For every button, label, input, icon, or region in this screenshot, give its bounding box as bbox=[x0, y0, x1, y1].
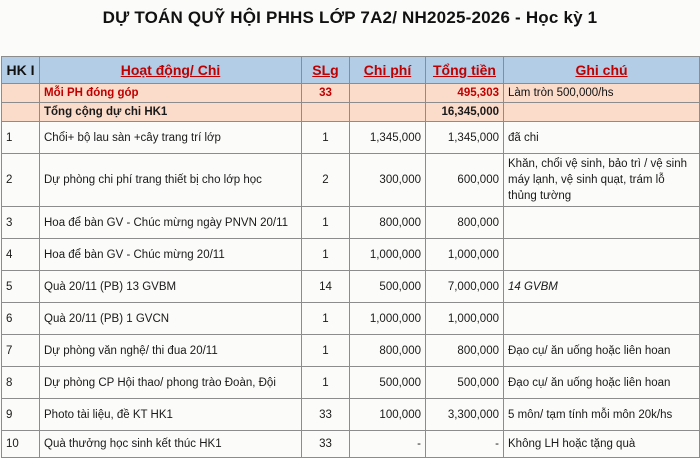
row-number: 3 bbox=[2, 207, 40, 239]
header-hk: HK I bbox=[2, 57, 40, 84]
row-note bbox=[504, 239, 700, 271]
row-qty: 1 bbox=[302, 335, 350, 367]
table-row bbox=[2, 431, 700, 458]
row-note: đã chi bbox=[504, 122, 700, 154]
row-cost: 500,000 bbox=[350, 271, 426, 303]
grand-total-value: 16,345,000 bbox=[426, 103, 504, 122]
row-cost: 1,000,000 bbox=[350, 239, 426, 271]
row-activity: Dự phòng văn nghệ/ thi đua 20/11 bbox=[40, 335, 302, 367]
row-cost: 100,000 bbox=[350, 399, 426, 431]
row-qty: 1 bbox=[302, 303, 350, 335]
row-total: 800,000 bbox=[426, 335, 504, 367]
row-total: 3,300,000 bbox=[426, 399, 504, 431]
row-number: 6 bbox=[2, 303, 40, 335]
table-row bbox=[2, 303, 700, 335]
row-cost: 800,000 bbox=[350, 207, 426, 239]
header-activity: Hoạt động/ Chi bbox=[40, 57, 302, 84]
row-cost: 800,000 bbox=[350, 335, 426, 367]
row-activity: Quà 20/11 (PB) 1 GVCN bbox=[40, 303, 302, 335]
row-total: 600,000 bbox=[426, 154, 504, 207]
row-qty: 33 bbox=[302, 399, 350, 431]
contribution-note: Làm tròn 500,000/hs bbox=[504, 84, 700, 103]
row-note bbox=[504, 303, 700, 335]
header-note: Ghi chú bbox=[504, 57, 700, 84]
header-row bbox=[2, 57, 700, 84]
row-qty: 14 bbox=[302, 271, 350, 303]
row-qty: 2 bbox=[302, 154, 350, 207]
row-note: Khăn, chổi vệ sinh, bảo trì / vệ sinh máy lạnh, vệ sinh quạt, trám lỗ thủng tường bbox=[504, 154, 700, 207]
table-row bbox=[2, 399, 700, 431]
row-note: 14 GVBM bbox=[504, 271, 700, 303]
row-total: 800,000 bbox=[426, 207, 504, 239]
table-row bbox=[2, 271, 700, 303]
row-note: Đạo cụ/ ăn uống hoặc liên hoan bbox=[504, 367, 700, 399]
row-activity: Dự phòng chi phí trang thiết bị cho lớp học bbox=[40, 154, 302, 207]
table-cell bbox=[350, 84, 426, 103]
table-row bbox=[2, 154, 700, 207]
table-row bbox=[2, 122, 700, 154]
row-total: - bbox=[426, 431, 504, 458]
row-note bbox=[504, 207, 700, 239]
row-activity: Photo tài liệu, đề KT HK1 bbox=[40, 399, 302, 431]
table-cell bbox=[302, 103, 350, 122]
row-total: 500,000 bbox=[426, 367, 504, 399]
row-note: Không LH hoặc tặng quà bbox=[504, 431, 700, 458]
contribution-total: 495,303 bbox=[426, 84, 504, 103]
header-total: Tổng tiền bbox=[426, 57, 504, 84]
row-activity: Chổi+ bộ lau sàn +cây trang trí lớp bbox=[40, 122, 302, 154]
header-cost: Chi phí bbox=[350, 57, 426, 84]
row-cost: 1,000,000 bbox=[350, 303, 426, 335]
page-title: DỰ TOÁN QUỸ HỘI PHHS LỚP 7A2/ NH2025-2026 - Học kỳ 1 bbox=[102, 8, 598, 27]
row-number: 8 bbox=[2, 367, 40, 399]
table-row bbox=[2, 207, 700, 239]
row-number: 7 bbox=[2, 335, 40, 367]
row-cost: 300,000 bbox=[350, 154, 426, 207]
row-activity: Hoa để bàn GV - Chúc mừng 20/11 bbox=[40, 239, 302, 271]
row-total: 1,345,000 bbox=[426, 122, 504, 154]
budget-table bbox=[1, 56, 700, 458]
row-activity: Quà 20/11 (PB) 13 GVBM bbox=[40, 271, 302, 303]
contribution-label: Mỗi PH đóng góp bbox=[40, 84, 302, 103]
row-total: 1,000,000 bbox=[426, 303, 504, 335]
row-cost: 1,345,000 bbox=[350, 122, 426, 154]
table-row bbox=[2, 335, 700, 367]
row-number: 9 bbox=[2, 399, 40, 431]
table-cell bbox=[2, 84, 40, 103]
row-note: Đạo cụ/ ăn uống hoặc liên hoan bbox=[504, 335, 700, 367]
contribution-qty: 33 bbox=[302, 84, 350, 103]
row-total: 7,000,000 bbox=[426, 271, 504, 303]
row-number: 1 bbox=[2, 122, 40, 154]
table-cell bbox=[350, 103, 426, 122]
row-qty: 1 bbox=[302, 367, 350, 399]
header-qty: SLg bbox=[302, 57, 350, 84]
row-total: 1,000,000 bbox=[426, 239, 504, 271]
row-activity: Hoa để bàn GV - Chúc mừng ngày PNVN 20/11 bbox=[40, 207, 302, 239]
table-cell bbox=[504, 103, 700, 122]
row-number: 10 bbox=[2, 431, 40, 458]
table-row bbox=[2, 367, 700, 399]
grand-total-row bbox=[2, 103, 700, 122]
row-cost: - bbox=[350, 431, 426, 458]
row-activity: Quà thưởng học sinh kết thúc HK1 bbox=[40, 431, 302, 458]
table-cell bbox=[2, 103, 40, 122]
contribution-row bbox=[2, 84, 700, 103]
row-qty: 1 bbox=[302, 122, 350, 154]
row-cost: 500,000 bbox=[350, 367, 426, 399]
grand-total-label: Tổng cộng dự chi HK1 bbox=[40, 103, 302, 122]
row-number: 4 bbox=[2, 239, 40, 271]
table-row bbox=[2, 239, 700, 271]
row-number: 5 bbox=[2, 271, 40, 303]
row-qty: 33 bbox=[302, 431, 350, 458]
row-qty: 1 bbox=[302, 207, 350, 239]
row-number: 2 bbox=[2, 154, 40, 207]
row-activity: Dự phòng CP Hội thao/ phong trào Đoàn, Đội bbox=[40, 367, 302, 399]
row-qty: 1 bbox=[302, 239, 350, 271]
row-note: 5 môn/ tạm tính mỗi môn 20k/hs bbox=[504, 399, 700, 431]
